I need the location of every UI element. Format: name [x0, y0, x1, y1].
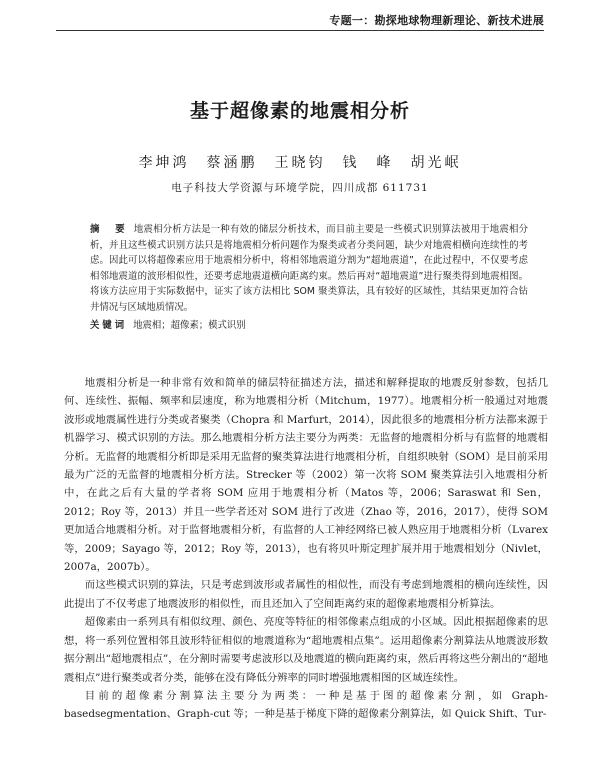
running-header: 专题一：勘探地球物理新理论、新技术进展	[329, 14, 544, 27]
abstract-label: 摘 要	[90, 224, 128, 235]
body-paragraph: 超像素由一系列具有相似纹理、颜色、亮度等特征的相邻像素点组成的小区域。因此根据超像素的思想，将一系列位置相邻且波形特征相似的地震道称为“超地震相点集”。运用超像素分割算法从地震波形数据分割出“超地震相点”，在分割时需要考虑波形以及地震道的横向距离约束，然后再将这些分割出的“超地震相点”进行聚类或者分类，能够在没有降低分辨率的同时增强地震相图的区域连续性。	[64, 616, 548, 684]
keywords	[90, 318, 528, 333]
abstract	[90, 222, 528, 316]
body-text	[64, 374, 548, 724]
abstract-text: 地震相分析方法是一种有效的储层分析技术，而目前主要是一些模式识别算法被用于地震相分析，并且这些模式识别方法只是将地震相分析问题作为聚类或者分类问题，缺少对地震相横向连续性的考虑。因此可以将超像素应用于地震相分析中，将相邻地震道分割为“超地震道”，在此过程中，不仅要考虑相邻地震道的波形相似性，还要考虑地震道横向距离约束。然后再对“超地震道”进行聚类得到地震相图。将该方法应用于实际数据中，证实了该方法相比 SOM 聚类算法，具有较好的区域性，其结果更加符合钻井情况与区域地质情况。	[90, 224, 528, 313]
body-paragraph: 地震相分析是一种非常有效和简单的储层特征描述方法，描述和解释提取的地震反射参数，包括几何、连续性、振幅、频率和层速度，称为地震相分析（Mitchum，1977）。地震相分析一般通过对地震波形或地震属性进行分类或者聚类（Chopra 和 Marfurt，2014），因此很多的地震相分析方法都来源于机器学习、模式识别的方法。那么地震相分析方法主要分为两类：无监督的地震相分析与有监督的地震相分析。无监督的地震相分析即是采用无监督的聚类算法进行地震相分析，自组织映射（SOM）是目前采用最为广泛的无监督的地震相分析方法。Strecker 等（2002）第一次将 SOM 聚类算法引入地震相分析中，在此之后有大量的学者将 SOM 应用于地震相分析（Matos 等，2006；Saraswat 和 Sen，2012；Roy 等，2013）并且一些学者还对 SOM 进行了改进（Zhao 等，2016，2017），使得 SOM 更加适合地震相分析。对于监督地震相分析，有监督的人工神经网络已被人熟应用于地震相分析（Lvarex 等，2009；Sayago 等，2012；Roy 等，2013），也有将贝叶斯定理扩展并用于地震相划分（Nivlet，2007a，2007b）。	[64, 377, 548, 574]
author-list: 李坤鸿 蔡涵鹏 王晓钧 钱 峰 胡光岷	[138, 155, 462, 171]
paper-title: 基于超像素的地震相分析	[189, 100, 410, 122]
body-paragraph: 而这些模式识别的算法，只是考虑到波形或者属性的相似性，而没有考虑到地震相的横向连续性，因此提出了不仅考虑了地震波形的相似性，而且还加入了空间距离约束的超像素地震相分析算法。	[64, 579, 548, 610]
affiliation: 电子科技大学资源与环境学院，四川成都 611731	[171, 182, 429, 194]
keywords-label: 关键词	[90, 320, 128, 331]
header-rule	[56, 30, 544, 31]
body-paragraph: 目前的超像素分割算法主要分为两类：一种是基于图的超像素分割，如 Graph-basedsegmentation、Graph-cut 等；一种是基于梯度下降的超像素分割算法，如 Quick Shift、Tur-	[64, 689, 548, 721]
keywords-text: 地震相；超像素；模式识别	[133, 320, 246, 331]
